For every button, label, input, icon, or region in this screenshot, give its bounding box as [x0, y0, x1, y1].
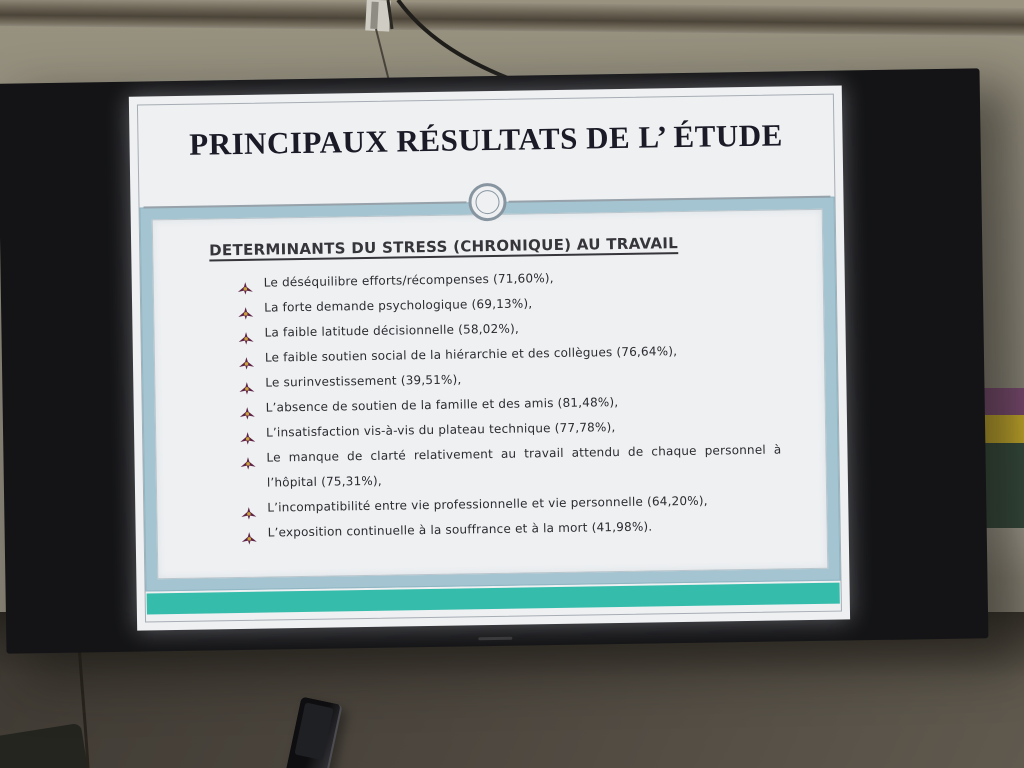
- bullet-plane-icon: [239, 377, 254, 390]
- bullet-text: L’absence de soutien de la famille et des amis (81,48%),: [265, 395, 619, 415]
- bullet-plane-icon: [242, 527, 257, 540]
- slide-title: PRINCIPAUX RÉSULTATS DE L’ ÉTUDE: [188, 117, 784, 162]
- divider-line-left: [144, 201, 466, 208]
- bullet-plane-icon: [238, 302, 253, 315]
- content-panel: [140, 197, 841, 592]
- bullet-text: La forte demande psychologique (69,13%),: [264, 296, 533, 315]
- slide-heading: DETERMINANTS DU STRESS (CHRONIQUE) AU TRAVAIL: [209, 234, 679, 260]
- bullet-plane-icon: [240, 452, 255, 465]
- bullet-text: L’exposition continuelle à la souffrance et à la mort (41,98%).: [267, 519, 653, 540]
- divider-line-right: [508, 196, 830, 203]
- slide-border-frame: [137, 94, 842, 623]
- bullet-list: [238, 263, 783, 546]
- bullet-text: Le faible soutien social de la hiérarchie et des collègues (76,64%),: [264, 344, 678, 365]
- bullet-plane-icon: [240, 427, 255, 440]
- bullet-item: [240, 437, 782, 495]
- bullet-plane-icon: [238, 277, 253, 290]
- divider-circle-icon: [468, 183, 507, 222]
- bullet-plane-icon: [240, 402, 255, 415]
- phone-screen: [294, 702, 333, 760]
- tv-screen: [0, 68, 988, 653]
- bullet-text: Le déséquilibre efforts/récompenses (71,60%),: [263, 271, 554, 290]
- tv-logo-dash: [478, 637, 512, 641]
- divider-circle-inner: [475, 190, 499, 214]
- bullet-text: L’incompatibilité entre vie professionnelle et vie personnelle (64,20%),: [267, 493, 708, 515]
- content-box: [152, 209, 829, 579]
- bullet-text: Le surinvestissement (39,51%),: [265, 372, 462, 390]
- bullet-plane-icon: [238, 327, 253, 340]
- bullet-text: Le manque de clarté relativement au travail attendu de chaque personnel à l’hôpital (75,31%),: [266, 442, 782, 490]
- bullet-plane-icon: [241, 502, 256, 515]
- bullet-text: La faible latitude décisionnelle (58,02%),: [264, 321, 520, 340]
- bullet-text: L’insatisfaction vis-à-vis du plateau technique (77,78%),: [265, 420, 616, 440]
- bullet-plane-icon: [239, 352, 254, 365]
- presentation-slide: [129, 85, 850, 630]
